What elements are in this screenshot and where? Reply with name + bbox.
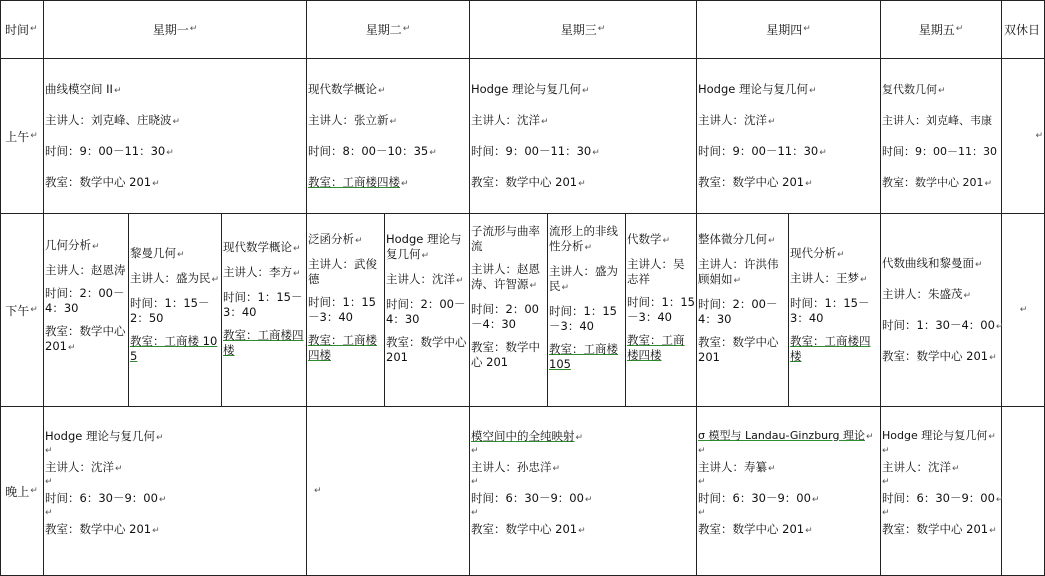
course-time: 时间：8：00－10：35 bbox=[308, 144, 429, 158]
course-room: 教室：数学中心 201 bbox=[698, 335, 779, 364]
course-title: Hodge 理论与复几何 bbox=[698, 82, 809, 96]
course-lecturer: 主讲人：赵恩涛 bbox=[45, 263, 126, 277]
course-cell-thu-afternoon-2: 现代分析↵ 主讲人：王梦↵ 时间：1：15－3：40 教室：工商楼四楼 bbox=[790, 246, 871, 363]
course-room: 教室：工商楼 105 bbox=[130, 334, 218, 363]
course-lecturer: 主讲人：刘克峰、庄晓波 bbox=[45, 113, 172, 127]
course-title: 整体微分几何 bbox=[698, 232, 767, 246]
course-cell-wed-afternoon-1: 子流形与曲率流 主讲人：赵恩涛、许智源↵ 时间：2：00－4：30 教室：数学中心 201 bbox=[471, 224, 540, 369]
course-cell-mon-afternoon-3: 现代数学概论↵ 主讲人：李方↵ 时间：1：15－3：40 教室：工商楼四楼 bbox=[223, 240, 304, 357]
course-lecturer: 主讲人：沈洋 bbox=[471, 113, 540, 127]
course-lecturer: 主讲人：孙忠洋 bbox=[471, 460, 552, 474]
course-lecturer: 主讲人：武俊德 bbox=[308, 257, 377, 286]
course-room: 教室：数学中心 201 bbox=[698, 175, 805, 189]
course-time: 时间：2：00－4：30 bbox=[45, 286, 125, 315]
course-room: 教室：数学中心 201 bbox=[882, 176, 984, 189]
course-time: 时间：9：00－11：30 bbox=[471, 144, 592, 158]
course-lecturer: 主讲人：许洪伟顾娟如 bbox=[698, 257, 779, 286]
course-time: 时间：6：30－9：00 bbox=[471, 491, 584, 505]
course-time: 时间：6：30－9：00 bbox=[882, 491, 995, 505]
course-cell-fri-morning: 复代数几何↵ 主讲人：刘克峰、韦康 时间：9：00－11：30 教室：数学中心 201↵ bbox=[882, 83, 997, 189]
course-title: 流形上的非线性分析 bbox=[549, 224, 618, 253]
header-monday: 星期一 ↵ bbox=[152, 22, 198, 37]
course-cell-mon-afternoon-2: 黎曼几何↵ 主讲人：盛为民↵ 时间：1：15－2：50 教室：工商楼 105 bbox=[130, 246, 220, 363]
course-time: 时间：6：30－9：00 bbox=[698, 491, 811, 505]
course-title: Hodge 理论与复几何 bbox=[471, 82, 582, 96]
course-lecturer: 主讲人：王梦 bbox=[790, 271, 859, 285]
course-lecturer: 主讲人：沈洋 bbox=[698, 113, 767, 127]
course-time: 时间：9：00－11：30 bbox=[698, 144, 819, 158]
course-cell-fri-evening: Hodge 理论与复几何↵ ↵ 主讲人：沈洋↵ ↵ 时间：6：30－9：00↵ ↵ 教室：数学中心 201↵ bbox=[882, 429, 1004, 536]
course-room: 教室：数学中心 201 bbox=[45, 324, 126, 353]
course-title: 泛函分析 bbox=[308, 232, 354, 246]
course-lecturer: 主讲人：李方 bbox=[223, 265, 292, 279]
course-room: 教室：数学中心 201 bbox=[882, 522, 989, 536]
course-lecturer: 主讲人：张立新 bbox=[308, 113, 389, 127]
table-border bbox=[0, 213, 1045, 214]
course-cell-mon-evening: Hodge 理论与复几何↵ ↵ 主讲人：沈洋↵ ↵ 时间：6：30－9：00↵ ↵ 教室：数学中心 201↵ bbox=[45, 429, 167, 536]
course-lecturer: 主讲人：赵恩涛、许智源 bbox=[471, 262, 540, 291]
course-cell-thu-morning: Hodge 理论与复几何↵ 主讲人：沈洋↵ 时间：9：00－11：30↵ 教室：数学中心 201↵ bbox=[698, 82, 827, 189]
course-cell-tue-afternoon-1: 泛函分析↵ 主讲人：武俊德 时间：1：15－3：40 教室：工商楼四楼 bbox=[308, 232, 377, 362]
course-time: 时间：2：00－4：30 bbox=[471, 302, 539, 331]
course-cell-fri-afternoon: 代数曲线和黎曼面↵ 主讲人：朱盛茂↵ 时间：1：30－4：00↵ 教室：数学中心 201↵ bbox=[882, 256, 1004, 363]
header-wednesday: 星期三 ↵ bbox=[560, 22, 606, 37]
header-thursday: 星期四 ↵ bbox=[766, 22, 811, 37]
course-lecturer: 主讲人：刘克峰、韦康 bbox=[882, 114, 992, 127]
course-room: 教室：工商楼 105 bbox=[549, 342, 618, 371]
course-cell-mon-morning: 曲线模空间 II↵ 主讲人：刘克峰、庄晓波↵ 时间：9：00－11：30↵ 教室：数学中心 201↵ bbox=[45, 82, 181, 189]
period-afternoon: 下午 ↵ bbox=[5, 303, 38, 318]
table-border bbox=[0, 406, 1045, 407]
course-room: 教室：工商楼四楼 bbox=[308, 333, 377, 362]
course-cell-wed-evening: 模空间中的全纯映射↵ ↵ 主讲人：孙忠洋↵ ↵ 时间：6：30－9：00↵ ↵ 教室：数学中心 201↵ bbox=[471, 429, 593, 536]
course-title: 子流形与曲率流 bbox=[471, 224, 540, 253]
table-border bbox=[0, 58, 1045, 59]
course-room: 教室：数学中心 201 bbox=[386, 335, 467, 364]
course-time: 时间：1：15－3：40 bbox=[223, 290, 303, 319]
course-room: 教室：工商楼四楼 bbox=[308, 175, 400, 189]
course-time: 时间：1：15－3：40 bbox=[627, 295, 695, 324]
course-title: Hodge 理论与复几何 bbox=[45, 429, 156, 443]
course-room: 教室：工商楼四楼 bbox=[790, 334, 871, 363]
course-lecturer: 主讲人：盛为民 bbox=[549, 264, 618, 293]
header-weekend: 双休日 bbox=[1004, 22, 1041, 37]
course-lecturer: 主讲人：沈洋 bbox=[386, 272, 455, 286]
course-room: 教室：工商楼四楼 bbox=[223, 328, 304, 357]
course-title: 复代数几何 bbox=[882, 83, 937, 96]
weekend-afternoon-empty: ↵ bbox=[1019, 305, 1028, 315]
course-lecturer: 主讲人：盛为民 bbox=[130, 271, 211, 285]
course-time: 时间：2：00－4：30 bbox=[386, 297, 466, 326]
course-title: 现代分析 bbox=[790, 246, 836, 260]
course-title: 几何分析 bbox=[45, 238, 91, 252]
course-time: 时间：2：00－4：30 bbox=[698, 297, 778, 326]
course-time: 时间：1：15－2：50 bbox=[130, 296, 210, 325]
course-time: 时间：6：30－9：00 bbox=[45, 491, 158, 505]
header-time: 时间 ↵ bbox=[5, 22, 38, 37]
course-title: 黎曼几何 bbox=[130, 246, 176, 260]
course-lecturer: 主讲人：沈洋 bbox=[882, 460, 951, 474]
header-friday: 星期五 ↵ bbox=[918, 22, 964, 37]
period-morning: 上午 ↵ bbox=[5, 129, 38, 144]
course-cell-thu-evening: σ 模型与 Landau-Ginzburg 理论↵ ↵ 主讲人：寿纂↵ ↵ 时间：6：30－9：00↵ ↵ 教室：数学中心 201↵ bbox=[698, 429, 874, 536]
course-room: 教室：工商楼四楼 bbox=[627, 333, 685, 362]
course-title: 曲线模空间 II bbox=[45, 82, 113, 96]
course-time: 时间：1：15－3：40 bbox=[790, 296, 870, 325]
course-cell-tue-morning: 现代数学概论↵ 主讲人：张立新↵ 时间：8：00－10：35↵ 教室：工商楼四楼↵ bbox=[308, 82, 437, 189]
course-room: 教室：数学中心 201 bbox=[471, 175, 578, 189]
weekend-morning-empty: ↵ bbox=[1035, 131, 1043, 141]
course-title: 现代数学概论 bbox=[223, 240, 292, 254]
course-room: 教室：数学中心 201 bbox=[882, 349, 989, 363]
header-tuesday: 星期二 ↵ bbox=[365, 22, 411, 37]
course-cell-mon-afternoon-1: 几何分析↵ 主讲人：赵恩涛 时间：2：00－4：30 教室：数学中心 201↵ bbox=[45, 238, 126, 353]
weekend-evening-empty bbox=[1002, 407, 1044, 575]
course-time: 时间：1：15－3：40 bbox=[549, 304, 617, 333]
course-time: 时间：9：00－11：30 bbox=[45, 144, 166, 158]
course-cell-wed-morning: Hodge 理论与复几何↵ 主讲人：沈洋↵ 时间：9：00－11：30↵ 教室：数学中心 201↵ bbox=[471, 82, 600, 189]
course-room: 教室：数学中心 201 bbox=[471, 340, 540, 369]
tue-evening-empty: ↵ bbox=[314, 486, 322, 496]
course-lecturer: 主讲人：朱盛茂 bbox=[882, 287, 963, 301]
course-cell-wed-afternoon-3: 代数学↵ 主讲人：吴志祥 时间：1：15－3：40 教室：工商楼四楼 bbox=[627, 232, 695, 362]
course-time: 时间：1：15－3：40 bbox=[308, 295, 376, 324]
course-title: Hodge 理论与复几何 bbox=[882, 429, 988, 442]
course-title: 模空间中的全纯映射 bbox=[471, 429, 575, 443]
course-cell-wed-afternoon-2: 流形上的非线性分析↵ 主讲人：盛为民↵ 时间：1：15－3：40 教室：工商楼 105 bbox=[549, 224, 618, 371]
course-lecturer: 主讲人：吴志祥 bbox=[627, 257, 685, 286]
course-title: 现代数学概论 bbox=[308, 82, 377, 96]
course-lecturer: 主讲人：寿纂 bbox=[698, 460, 767, 474]
course-title: 代数曲线和黎曼面 bbox=[882, 256, 974, 270]
course-room: 教室：数学中心 201 bbox=[698, 522, 805, 536]
period-evening: 晚上 ↵ bbox=[5, 484, 38, 499]
course-cell-thu-afternoon-1: 整体微分几何↵ 主讲人：许洪伟顾娟如↵ 时间：2：00－4：30 教室：数学中心 201 bbox=[698, 232, 779, 364]
course-time: 时间：1：30－4：00 bbox=[882, 318, 995, 332]
course-time: 时间：9：00－11：30 bbox=[882, 145, 997, 158]
course-room: 教室：数学中心 201 bbox=[471, 522, 578, 536]
course-room: 教室：数学中心 201 bbox=[45, 175, 152, 189]
course-room: 教室：数学中心 201 bbox=[45, 522, 152, 536]
course-title: Hodge 理论与复几何 bbox=[386, 232, 462, 261]
course-lecturer: 主讲人：沈洋 bbox=[45, 460, 114, 474]
course-title: σ 模型与 Landau-Ginzburg 理论 bbox=[698, 429, 865, 442]
course-cell-tue-afternoon-2: Hodge 理论与复几何↵ 主讲人：沈洋↵ 时间：2：00－4：30 教室：数学中心 201 bbox=[386, 232, 467, 364]
course-title: 代数学 bbox=[627, 232, 662, 246]
